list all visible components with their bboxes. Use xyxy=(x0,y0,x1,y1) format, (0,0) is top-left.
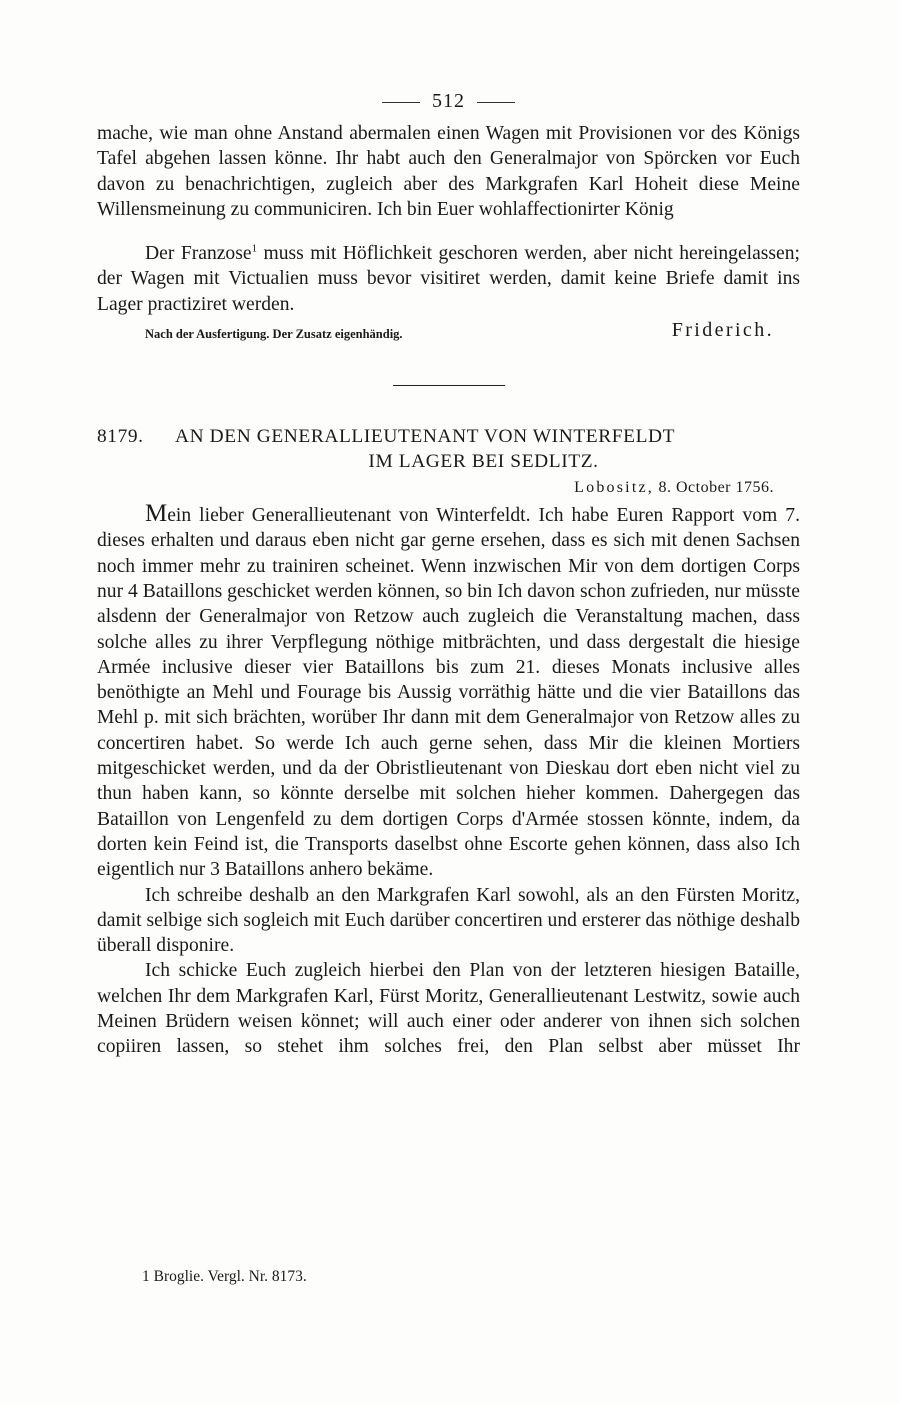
letter-paragraph-1-text: ein lieber Generallieutenant von Winterfeldt. Ich habe Euren Rapport vom 7. dieses erhalten und daraus eben nicht gar gerne ersehen, dass es sich mit denen Sachsen noch immer mehr zu trainiren scheinet. Wenn inzwischen Mir von dem dortigen Corps nur 4 Bataillons geschicket werden können, so bin Ich davon schon zufrieden, nur müsste alsdenn der Generalmajor von Retzow auch zugleich die Veranstaltung machen, dass solche alles zu ihrer Verpflegung nöthige mitbrächten, und dass dergestalt die hiesige Armée inclusive dieser vier Bataillons bis zum 21. dieses Monats inclusive alles benöthigte an Mehl und Fourage bis Aussig vorräthig hätte und die vier Bataillons das Mehl p. mit sich brächten, worüber Ihr dann mit dem Generalmajor von Retzow alles zu concertiren habet. So werde Ich auch gerne sehen, dass Mir die kleinen Mortiers mitgeschicket werden, und da der Obristlieutenant von Dieskau dort eben nicht viel zu thun haben kann, so könnte derselbe mit solchen hieher kommen. Dahergegen das Bataillon von Lengenfeld zu dem dortigen Corps d'Armée stossen könnte, indem, da dorten kein Feind ist, die Transports daselbst ohne Escorte gehen können, dass also Ich eigentlich nur 3 Bataillons anhero bekäme. xyxy=(97,505,800,881)
letter-paragraph-2: Ich schreibe deshalb an den Markgrafen Karl sowohl, als an den Fürsten Moritz, damit selbige sich sogleich mit Euch darüber concertiren und ersterer das nöthige deshalb überall disponire. xyxy=(97,884,800,957)
footnote-text: Broglie. Vergl. Nr. 8173. xyxy=(153,1268,307,1285)
postscript-start: Der Franzose xyxy=(145,243,252,265)
letter-place: Lobositz, xyxy=(574,479,654,497)
heading-recipient: AN DEN GENERALLIEUTENANT VON WINTERFELDT xyxy=(175,426,676,448)
continuation-paragraph: mache, wie man ohne Anstand abermalen einen Wagen mit Provisionen vor des Königs Tafel abgehen lassen könne. Ihr habt auch den Generalmajor von Spörcken vor Euch davon zu benachrichtigen, zugleich aber des Markgrafen Karl Hoheit diese Meine Willensmeinung zu communiciren. Ich bin Euer wohlaffectionirter König xyxy=(97,123,800,220)
source-note: Nach der Ausfertigung. Der Zusatz eigenhändig. xyxy=(145,327,403,342)
header-dash-left xyxy=(382,102,420,103)
postscript-paragraph xyxy=(97,241,800,317)
header-dash-right xyxy=(477,102,515,103)
page-header xyxy=(97,90,800,113)
heading-line-1 xyxy=(97,424,800,449)
signature: Friderich. xyxy=(671,319,774,342)
signature-line xyxy=(97,319,800,349)
page-number: 512 xyxy=(432,90,465,112)
footnote xyxy=(142,1268,307,1286)
footnote-marker: 1 xyxy=(142,1268,150,1285)
salutation-initial: M xyxy=(145,500,168,528)
letter-number: 8179. xyxy=(97,426,144,448)
footnote-reference: 1 xyxy=(251,242,258,255)
book-page xyxy=(97,90,800,1060)
postscript-rest: muss mit Höflichkeit geschoren werden, aber nicht hereingelassen; der Wagen mit Victualien muss bevor visitiret werden, damit keine Briefe damit ins Lager practiziret werden. xyxy=(97,243,800,315)
letter-paragraph-1 xyxy=(97,501,800,882)
letter-date: 8. October 1756. xyxy=(658,479,774,497)
section-divider xyxy=(393,385,505,386)
letter-heading xyxy=(97,424,800,474)
dateline xyxy=(97,479,774,497)
letter-paragraph-3: Ich schicke Euch zugleich hierbei den Plan von der letzteren hiesigen Bataille, welchen Ihr dem Markgrafen Karl, Fürst Moritz, Generallieutenant Lestwitz, sowie auch Meinen Brüdern weisen könnet; will auch einer oder anderer von ihnen sich solchen copiiren lassen, so stehet ihm solches frei, den Plan selbst aber müsset Ihr xyxy=(97,960,800,1058)
heading-line-2: IM LAGER BEI SEDLITZ. xyxy=(368,451,599,473)
